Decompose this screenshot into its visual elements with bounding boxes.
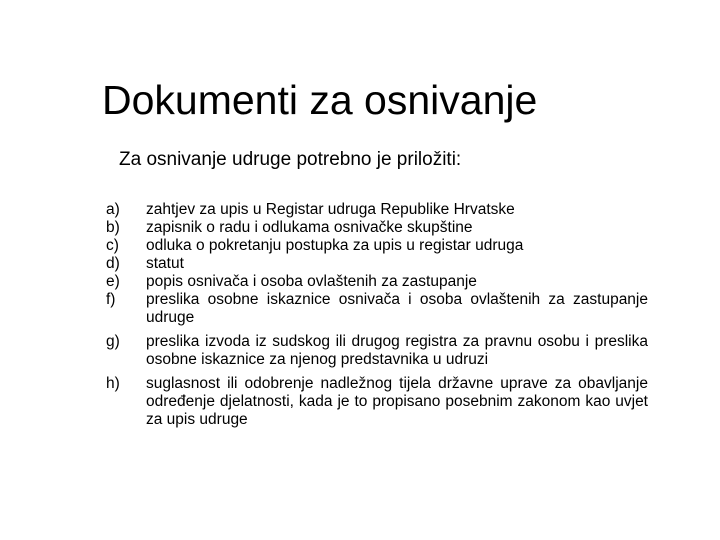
slide-title: Dokumenti za osnivanje <box>102 77 538 123</box>
item-letter: a) <box>106 201 120 218</box>
item-letter: d) <box>106 255 120 272</box>
list-item <box>106 333 648 369</box>
item-letter: f) <box>106 291 116 308</box>
list-item <box>106 375 648 429</box>
list-item <box>106 273 648 291</box>
list-item <box>106 237 648 255</box>
item-text: suglasnost ili odobrenje nadležnog tijela državne uprave za obavljanje određenje djelatnosti, kada je to propisano posebnim zakonom kao uvjet za upis udruge <box>146 375 648 428</box>
item-letter: c) <box>106 237 119 254</box>
list-item <box>106 201 648 219</box>
item-text: preslika izvoda iz sudskog ili drugog registra za pravnu osobu i preslika osobne iskaznice za njenog predstavnika u udruzi <box>146 333 648 368</box>
item-text: zahtjev za upis u Registar udruga Republike Hrvatske <box>146 201 515 218</box>
list-item <box>106 291 648 327</box>
item-letter: g) <box>106 333 120 350</box>
item-text: preslika osobne iskaznice osnivača i osoba ovlaštenih za zastupanje udruge <box>146 291 648 326</box>
item-text: odluka o pokretanju postupka za upis u registar udruga <box>146 237 524 254</box>
item-letter: e) <box>106 273 120 290</box>
item-text: zapisnik o radu i odlukama osnivačke skupštine <box>146 219 473 236</box>
item-text: popis osnivača i osoba ovlaštenih za zastupanje <box>146 273 477 290</box>
list-item <box>106 219 648 237</box>
item-text: statut <box>146 255 184 272</box>
slide-intro: Za osnivanje udruge potrebno je priložiti: <box>119 149 462 170</box>
item-letter: h) <box>106 375 120 392</box>
document-list <box>106 201 648 429</box>
list-item <box>106 255 648 273</box>
item-letter: b) <box>106 219 120 236</box>
